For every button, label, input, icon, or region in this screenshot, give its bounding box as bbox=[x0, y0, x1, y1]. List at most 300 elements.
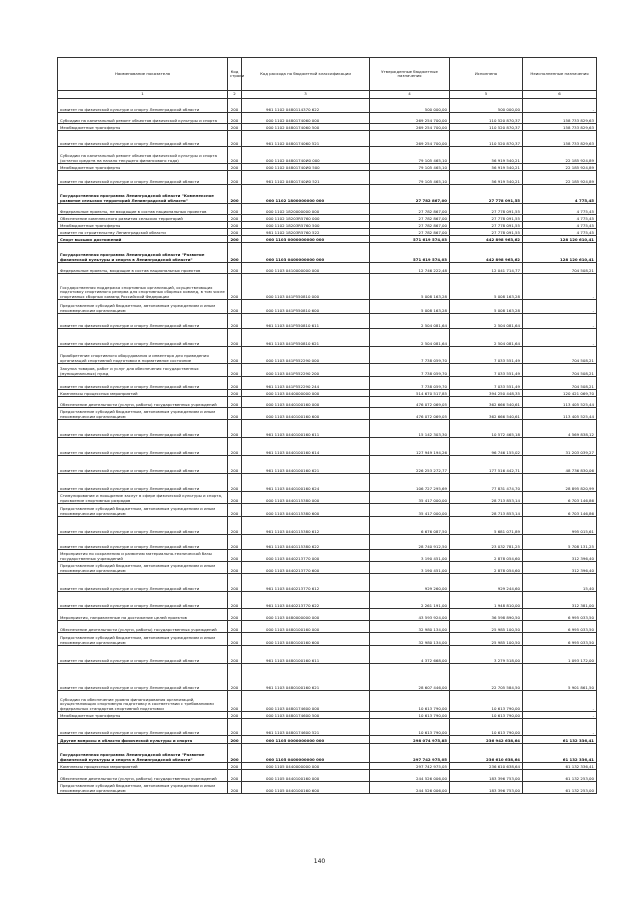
row-unexecuted: 31 203 039,27 bbox=[523, 438, 597, 456]
table-row bbox=[58, 492, 597, 504]
row-line-code: 200 bbox=[228, 770, 242, 782]
row-line-code: 200 bbox=[228, 222, 242, 229]
row-executed: 28 713 853,14 bbox=[450, 492, 523, 504]
row-kbk: 961 1103 0440100160 624 bbox=[242, 474, 370, 492]
table-row bbox=[58, 364, 597, 377]
row-line-code: 200 bbox=[228, 474, 242, 492]
row-executed: 500 000,00 bbox=[450, 99, 523, 113]
row-kbk: 961 1103 0440100160 614 bbox=[242, 438, 370, 456]
row-unexecuted: 704 508,21 bbox=[523, 347, 597, 364]
table-row bbox=[58, 236, 597, 243]
header-row bbox=[58, 58, 597, 91]
row-line-code: 200 bbox=[228, 364, 242, 377]
row-unexecuted: 28 895 820,99 bbox=[523, 474, 597, 492]
row-approved: 79 105 465,10 bbox=[370, 171, 450, 185]
row-unexecuted: 4 775,45 bbox=[523, 185, 597, 204]
row-executed: 929 244,60 bbox=[450, 574, 523, 592]
row-executed: 362 666 540,61 bbox=[450, 408, 523, 420]
table-row bbox=[58, 712, 597, 719]
row-name: комитет по физической культуре и спорту Ленинградской области bbox=[58, 474, 228, 492]
col-number: 4 bbox=[370, 91, 450, 99]
row-kbk: 961 1103 0480100160 611 bbox=[242, 646, 370, 664]
row-unexecuted: - bbox=[523, 712, 597, 719]
row-line-code: 200 bbox=[228, 504, 242, 517]
row-kbk: 000 1102 1820000000 000 bbox=[242, 204, 370, 215]
table-row bbox=[58, 215, 597, 222]
col-number: 2 bbox=[228, 91, 242, 99]
row-name: Обеспечение деятельности (услуги, работы) государственных учреждений bbox=[58, 397, 228, 408]
row-line-code: 200 bbox=[228, 621, 242, 633]
row-unexecuted: 113 405 525,44 bbox=[523, 397, 597, 408]
row-kbk: 961 1102 0480114370 622 bbox=[242, 99, 370, 113]
row-kbk: 000 1105 0440000000 000 bbox=[242, 763, 370, 770]
row-line-code: 200 bbox=[228, 719, 242, 736]
row-line-code: 200 bbox=[228, 633, 242, 646]
row-unexecuted: 6 995 033,50 bbox=[523, 633, 597, 646]
row-kbk: 000 1103 0400000000 000 bbox=[242, 243, 370, 263]
row-kbk: 961 1103 0480100160 621 bbox=[242, 664, 370, 691]
table-row bbox=[58, 147, 597, 164]
row-executed: 27 778 091,55 bbox=[450, 185, 523, 204]
row-name: Закупка товаров, работ и услуг для обеспечения государственных (муниципальных) нужд bbox=[58, 364, 228, 377]
row-executed: 183 396 753,00 bbox=[450, 782, 523, 794]
row-unexecuted: 158 733 829,63 bbox=[523, 113, 597, 124]
row-kbk: 000 1103 0480174600 500 bbox=[242, 712, 370, 719]
row-executed: 362 666 540,61 bbox=[450, 397, 523, 408]
row-name: Межбюджетные трансферты bbox=[58, 164, 228, 171]
row-kbk: 000 1103 0410000000 000 bbox=[242, 263, 370, 274]
row-unexecuted: 128 120 610,41 bbox=[523, 243, 597, 263]
table-row bbox=[58, 300, 597, 314]
row-approved: 35 417 000,00 bbox=[370, 492, 450, 504]
row-approved: 297 742 975,05 bbox=[370, 763, 450, 770]
table-row bbox=[58, 736, 597, 744]
row-kbk: 000 1103 0440100160 600 bbox=[242, 408, 370, 420]
row-kbk: 961 1103 041P550810 611 bbox=[242, 314, 370, 329]
row-unexecuted: 22 185 924,89 bbox=[523, 164, 597, 171]
row-executed: 236 942 638,64 bbox=[450, 736, 523, 744]
table-row bbox=[58, 222, 597, 229]
row-executed: 442 898 963,62 bbox=[450, 236, 523, 243]
row-name: Другие вопросы в области физической культуры и спорта bbox=[58, 736, 228, 744]
row-unexecuted: 61 132 253,00 bbox=[523, 770, 597, 782]
row-unexecuted: 5 901 861,50 bbox=[523, 664, 597, 691]
row-line-code: 200 bbox=[228, 691, 242, 712]
row-executed: 110 520 870,37 bbox=[450, 131, 523, 147]
table-row bbox=[58, 664, 597, 691]
table-row bbox=[58, 243, 597, 263]
row-executed: 77 831 474,70 bbox=[450, 474, 523, 492]
row-name: Межбюджетные трансферты bbox=[58, 124, 228, 131]
table-row bbox=[58, 719, 597, 736]
row-executed: 27 778 091,55 bbox=[450, 222, 523, 229]
col-number: 6 bbox=[523, 91, 597, 99]
row-line-code: 200 bbox=[228, 113, 242, 124]
row-executed: 442 898 963,62 bbox=[450, 243, 523, 263]
row-unexecuted: 15,40 bbox=[523, 574, 597, 592]
row-unexecuted: - bbox=[523, 719, 597, 736]
row-name: Комплексы процессных мероприятий bbox=[58, 390, 228, 397]
col-header-name: Наименование показателя bbox=[58, 58, 228, 91]
row-name: комитет по физической культуре и спорту Ленинградской области bbox=[58, 574, 228, 592]
row-executed: 27 778 091,55 bbox=[450, 204, 523, 215]
row-unexecuted: 5 708 131,25 bbox=[523, 535, 597, 550]
row-unexecuted: 6 703 146,86 bbox=[523, 504, 597, 517]
row-kbk: 961 1103 0440115380 622 bbox=[242, 535, 370, 550]
row-line-code: 200 bbox=[228, 329, 242, 347]
row-unexecuted: 4 775,45 bbox=[523, 215, 597, 222]
row-line-code: 200 bbox=[228, 164, 242, 171]
row-name: комитет по физической культуре и спорту Ленинградской области bbox=[58, 329, 228, 347]
row-name: Предоставление субсидий бюджетным, автономным учреждениям и иным некоммерческим организациям bbox=[58, 408, 228, 420]
table-row bbox=[58, 113, 597, 124]
row-name: комитет по физической культуре и спорту Ленинградской области bbox=[58, 314, 228, 329]
table-row bbox=[58, 390, 597, 397]
row-executed: 7 033 551,49 bbox=[450, 347, 523, 364]
row-approved: 2 504 081,64 bbox=[370, 314, 450, 329]
row-line-code: 200 bbox=[228, 574, 242, 592]
row-name: Предоставление субсидий бюджетным, автономным учреждениям и иным некоммерческим организациям bbox=[58, 633, 228, 646]
row-approved: 27 782 867,00 bbox=[370, 204, 450, 215]
col-number: 3 bbox=[242, 91, 370, 99]
table-row bbox=[58, 204, 597, 215]
row-unexecuted: 4 569 838,12 bbox=[523, 420, 597, 438]
row-unexecuted: 312 381,00 bbox=[523, 592, 597, 609]
row-unexecuted: - bbox=[523, 691, 597, 712]
row-line-code: 200 bbox=[228, 185, 242, 204]
row-approved: 5 008 163,28 bbox=[370, 300, 450, 314]
row-approved: 514 670 517,85 bbox=[370, 390, 450, 397]
row-kbk: 000 1103 0440115380 000 bbox=[242, 492, 370, 504]
row-approved: 5 008 163,28 bbox=[370, 274, 450, 300]
row-line-code: 200 bbox=[228, 274, 242, 300]
row-approved: 27 782 867,00 bbox=[370, 185, 450, 204]
row-line-code: 200 bbox=[228, 646, 242, 664]
row-name: Обеспечение комплексного развития сельских территорий bbox=[58, 215, 228, 222]
row-name: комитет по физической культуре и спорту Ленинградской области bbox=[58, 171, 228, 185]
row-name: Мероприятия, направленные на достижение целей проектов bbox=[58, 609, 228, 621]
table-row bbox=[58, 274, 597, 300]
row-name: Предоставление субсидий бюджетным, автономным учреждениям и иным некоммерческим организациям bbox=[58, 300, 228, 314]
row-line-code: 200 bbox=[228, 420, 242, 438]
row-unexecuted: 158 733 829,63 bbox=[523, 131, 597, 147]
row-unexecuted: 6 995 033,50 bbox=[523, 621, 597, 633]
row-approved: 12 746 222,48 bbox=[370, 263, 450, 274]
row-line-code: 200 bbox=[228, 744, 242, 763]
row-approved: 35 417 000,00 bbox=[370, 504, 450, 517]
row-unexecuted: 61 132 253,00 bbox=[523, 782, 597, 794]
row-name: Государственная поддержка спортивных организаций, осуществляющих подготовку спортивного резерва для спортивных сборных команд, в том числе спортивных сборных команд Российской Федерации bbox=[58, 274, 228, 300]
table-row bbox=[58, 574, 597, 592]
table-row bbox=[58, 185, 597, 204]
row-executed: 56 919 540,21 bbox=[450, 147, 523, 164]
row-kbk: 981 1102 18203R5760 522 bbox=[242, 229, 370, 236]
row-line-code: 200 bbox=[228, 263, 242, 274]
row-line-code: 200 bbox=[228, 550, 242, 562]
row-kbk: 000 1103 0440213770 000 bbox=[242, 550, 370, 562]
table-row bbox=[58, 124, 597, 131]
row-approved: 28 607 446,00 bbox=[370, 664, 450, 691]
row-kbk: 961 1102 0480174060 521 bbox=[242, 131, 370, 147]
row-executed: 110 520 870,37 bbox=[450, 113, 523, 124]
col-header-executed: Исполнено bbox=[450, 58, 523, 91]
row-kbk: 000 1102 0480174060 500 bbox=[242, 124, 370, 131]
row-line-code: 200 bbox=[228, 712, 242, 719]
row-executed: 5 681 071,89 bbox=[450, 517, 523, 535]
row-kbk: 000 1103 0480100160 600 bbox=[242, 633, 370, 646]
row-name: комитет по физической культуре и спорту Ленинградской области bbox=[58, 535, 228, 550]
table-row bbox=[58, 770, 597, 782]
budget-execution-table bbox=[57, 57, 597, 794]
row-name: комитет по физической культуре и спорту Ленинградской области bbox=[58, 377, 228, 390]
row-kbk: 961 1103 0440115380 612 bbox=[242, 517, 370, 535]
budget-page bbox=[57, 57, 596, 794]
table-row bbox=[58, 229, 597, 236]
row-executed: 394 250 448,35 bbox=[450, 390, 523, 397]
row-name: Обеспечение деятельности (услуги, работы) государственных учреждений bbox=[58, 770, 228, 782]
table-row bbox=[58, 438, 597, 456]
row-unexecuted: - bbox=[523, 300, 597, 314]
table-row bbox=[58, 377, 597, 390]
row-line-code: 200 bbox=[228, 763, 242, 770]
row-executed: 236 610 638,64 bbox=[450, 763, 523, 770]
table-row bbox=[58, 263, 597, 274]
table-row bbox=[58, 562, 597, 574]
row-line-code: 200 bbox=[228, 397, 242, 408]
row-line-code: 200 bbox=[228, 124, 242, 131]
row-unexecuted: 158 733 829,63 bbox=[523, 124, 597, 131]
col-number: 5 bbox=[450, 91, 523, 99]
row-line-code: 200 bbox=[228, 438, 242, 456]
row-kbk: 000 1103 0480174600 000 bbox=[242, 691, 370, 712]
row-approved: 10 613 790,00 bbox=[370, 719, 450, 736]
table-row bbox=[58, 763, 597, 770]
row-line-code: 200 bbox=[228, 171, 242, 185]
table-row bbox=[58, 535, 597, 550]
row-unexecuted: 113 405 525,44 bbox=[523, 408, 597, 420]
row-unexecuted: 995 015,61 bbox=[523, 517, 597, 535]
row-approved: 79 105 465,10 bbox=[370, 147, 450, 164]
row-name: Федеральные проекты, не входящие в состав национальных проектов bbox=[58, 204, 228, 215]
row-line-code: 200 bbox=[228, 609, 242, 621]
row-kbk: 000 1103 041P550810 000 bbox=[242, 274, 370, 300]
row-name: комитет по физической культуре и спорту Ленинградской области bbox=[58, 420, 228, 438]
row-kbk: 000 1102 0480174060 000 bbox=[242, 113, 370, 124]
row-executed: 12 041 714,77 bbox=[450, 263, 523, 274]
row-unexecuted: 4 775,45 bbox=[523, 204, 597, 215]
row-line-code: 200 bbox=[228, 736, 242, 744]
row-unexecuted: 312 396,40 bbox=[523, 562, 597, 574]
row-unexecuted: 704 508,21 bbox=[523, 364, 597, 377]
row-executed: 7 033 551,49 bbox=[450, 364, 523, 377]
row-unexecuted: 61 132 336,41 bbox=[523, 736, 597, 744]
row-executed: 27 778 091,55 bbox=[450, 215, 523, 222]
row-executed: 177 516 442,71 bbox=[450, 456, 523, 474]
row-unexecuted: 48 736 830,06 bbox=[523, 456, 597, 474]
row-approved: 244 526 006,00 bbox=[370, 782, 450, 794]
row-kbk: 000 1103 0440115380 600 bbox=[242, 504, 370, 517]
row-approved: 476 072 069,05 bbox=[370, 408, 450, 420]
row-executed: 27 778 091,55 bbox=[450, 229, 523, 236]
row-name: Субсидии на капитальный ремонт объектов физической культуры и спорта (остатки средств на начало текущего финансового года) bbox=[58, 147, 228, 164]
table-row bbox=[58, 408, 597, 420]
row-kbk: 000 1103 0480000000 000 bbox=[242, 609, 370, 621]
row-unexecuted: 22 185 924,89 bbox=[523, 171, 597, 185]
row-approved: 106 727 295,69 bbox=[370, 474, 450, 492]
row-line-code: 200 bbox=[228, 215, 242, 222]
row-unexecuted: - bbox=[523, 329, 597, 347]
row-name: Спорт высших достижений bbox=[58, 236, 228, 243]
row-kbk: 000 1103 041P552290 000 bbox=[242, 347, 370, 364]
row-approved: 27 782 867,00 bbox=[370, 222, 450, 229]
row-kbk: 961 1103 041P552290 244 bbox=[242, 377, 370, 390]
row-approved: 10 613 790,00 bbox=[370, 691, 450, 712]
row-unexecuted: 120 421 069,70 bbox=[523, 390, 597, 397]
row-name: Государственная программа Ленинградской области "Комплексное развитие сельских территорий Ленинградской области" bbox=[58, 185, 228, 204]
row-unexecuted: 22 185 924,89 bbox=[523, 147, 597, 164]
row-unexecuted: - bbox=[523, 314, 597, 329]
row-kbk: 000 1103 041P552290 200 bbox=[242, 364, 370, 377]
row-approved: 297 742 975,05 bbox=[370, 744, 450, 763]
row-line-code: 200 bbox=[228, 562, 242, 574]
row-approved: 127 949 194,26 bbox=[370, 438, 450, 456]
row-line-code: 200 bbox=[228, 456, 242, 474]
row-line-code: 200 bbox=[228, 229, 242, 236]
row-name: Государственная программа Ленинградской области "Развитие физической культуры и спорта в Ленинградской области" bbox=[58, 744, 228, 763]
row-line-code: 200 bbox=[228, 782, 242, 794]
table-row bbox=[58, 646, 597, 664]
table-row bbox=[58, 131, 597, 147]
row-name: Комплексы процессных мероприятий bbox=[58, 763, 228, 770]
row-name: комитет по физической культуре и спорту Ленинградской области bbox=[58, 664, 228, 691]
table-row bbox=[58, 329, 597, 347]
row-approved: 571 619 574,03 bbox=[370, 243, 450, 263]
col-header-unexecuted: Неисполненные назначения bbox=[523, 58, 597, 91]
row-name: Обеспечение деятельности (услуги, работы) государственных учреждений bbox=[58, 621, 228, 633]
row-approved: 571 619 574,03 bbox=[370, 236, 450, 243]
row-name: Приобретение спортивного оборудования и инвентаря для приведения организаций спортивной подготовки в нормативное состояние bbox=[58, 347, 228, 364]
row-unexecuted: 6 703 146,86 bbox=[523, 492, 597, 504]
row-unexecuted: 4 775,45 bbox=[523, 229, 597, 236]
row-line-code: 200 bbox=[228, 236, 242, 243]
row-line-code: 200 bbox=[228, 492, 242, 504]
row-line-code: 200 bbox=[228, 131, 242, 147]
row-kbk: 000 1102 18203R5760 500 bbox=[242, 222, 370, 229]
row-unexecuted: 704 508,21 bbox=[523, 377, 597, 390]
row-approved: 28 740 912,50 bbox=[370, 535, 450, 550]
row-approved: 3 190 451,00 bbox=[370, 550, 450, 562]
row-executed: 2 878 054,60 bbox=[450, 550, 523, 562]
row-kbk: 000 1103 0440100160 000 bbox=[242, 397, 370, 408]
table-row bbox=[58, 609, 597, 621]
table-row bbox=[58, 691, 597, 712]
row-kbk: 961 1103 0440100160 621 bbox=[242, 456, 370, 474]
table-row bbox=[58, 164, 597, 171]
page-number: 140 bbox=[313, 858, 326, 865]
table-row bbox=[58, 621, 597, 633]
row-approved: 10 613 790,00 bbox=[370, 712, 450, 719]
row-approved: 27 782 867,00 bbox=[370, 229, 450, 236]
row-approved: 4 372 668,00 bbox=[370, 646, 450, 664]
row-line-code: 200 bbox=[228, 300, 242, 314]
table-row bbox=[58, 782, 597, 794]
row-kbk: 961 1103 0440213770 612 bbox=[242, 574, 370, 592]
col-header-approved: Утвержденные бюджетные назначения bbox=[370, 58, 450, 91]
row-line-code: 200 bbox=[228, 664, 242, 691]
row-approved: 7 738 059,70 bbox=[370, 377, 450, 390]
row-kbk: 000 1102 1800000000 000 bbox=[242, 185, 370, 204]
row-approved: 269 254 700,00 bbox=[370, 131, 450, 147]
row-approved: 27 782 867,00 bbox=[370, 215, 450, 222]
row-name: комитет по физической культуре и спорту Ленинградской области bbox=[58, 719, 228, 736]
row-approved: 269 254 700,00 bbox=[370, 113, 450, 124]
table-row bbox=[58, 314, 597, 329]
row-approved: 2 261 191,00 bbox=[370, 592, 450, 609]
row-name: Стимулирование и поощрение заслуг в сфере физической культуры и спорта, присвоение спортивных разрядов bbox=[58, 492, 228, 504]
row-name: Субсидии на капитальный ремонт объектов физической культуры и спорта bbox=[58, 113, 228, 124]
row-executed: 23 032 781,25 bbox=[450, 535, 523, 550]
row-name: комитет по физической культуре и спорту Ленинградской области bbox=[58, 131, 228, 147]
row-executed: 56 919 540,21 bbox=[450, 164, 523, 171]
row-name: Государственная программа Ленинградской области "Развитие физической культуры и спорта в Ленинградской области" bbox=[58, 243, 228, 263]
row-approved: 79 105 465,10 bbox=[370, 164, 450, 171]
row-approved: 2 504 081,64 bbox=[370, 329, 450, 347]
row-name: комитет по физической культуре и спорту Ленинградской области bbox=[58, 517, 228, 535]
row-executed: 25 985 100,50 bbox=[450, 633, 523, 646]
row-kbk: 000 1105 0000000000 000 bbox=[242, 736, 370, 744]
row-kbk: 000 1103 0440213770 600 bbox=[242, 562, 370, 574]
row-executed: 5 008 163,28 bbox=[450, 274, 523, 300]
row-kbk: 000 1102 04801740И0 500 bbox=[242, 164, 370, 171]
table-row bbox=[58, 397, 597, 408]
row-approved: 476 072 069,05 bbox=[370, 397, 450, 408]
row-kbk: 000 1103 0440000000 000 bbox=[242, 390, 370, 397]
row-line-code: 200 bbox=[228, 314, 242, 329]
row-approved: 269 254 700,00 bbox=[370, 124, 450, 131]
row-executed: 1 948 810,00 bbox=[450, 592, 523, 609]
row-executed: 183 396 753,00 bbox=[450, 770, 523, 782]
row-unexecuted: 312 396,40 bbox=[523, 550, 597, 562]
row-unexecuted: 1 093 172,00 bbox=[523, 646, 597, 664]
row-executed: 3 279 518,00 bbox=[450, 646, 523, 664]
row-name: комитет по строительству Ленинградской области bbox=[58, 229, 228, 236]
table-row bbox=[58, 347, 597, 364]
row-kbk: 000 1103 0000000000 000 bbox=[242, 236, 370, 243]
row-unexecuted: 61 132 336,41 bbox=[523, 744, 597, 763]
row-approved: 7 738 059,70 bbox=[370, 364, 450, 377]
row-name: Мероприятия по сохранению и развитию материально-технической базы государственных учреждений bbox=[58, 550, 228, 562]
row-name: Межбюджетные трансферты bbox=[58, 712, 228, 719]
row-executed: 10 572 465,18 bbox=[450, 420, 523, 438]
row-name: Межбюджетные трансферты bbox=[58, 222, 228, 229]
row-executed: 110 520 870,37 bbox=[450, 124, 523, 131]
row-name: Предоставление субсидий бюджетным, автономным учреждениям и иным некоммерческим организациям bbox=[58, 562, 228, 574]
row-approved: 15 142 303,30 bbox=[370, 420, 450, 438]
row-executed: 236 610 638,64 bbox=[450, 744, 523, 763]
table-row bbox=[58, 99, 597, 113]
row-line-code: 200 bbox=[228, 535, 242, 550]
row-unexecuted: 128 120 610,41 bbox=[523, 236, 597, 243]
row-line-code: 200 bbox=[228, 517, 242, 535]
row-kbk: 961 1103 041P550810 621 bbox=[242, 329, 370, 347]
col-header-line-code: Код строки bbox=[228, 58, 242, 91]
col-number: 1 bbox=[58, 91, 228, 99]
row-executed: 96 746 155,02 bbox=[450, 438, 523, 456]
row-line-code: 200 bbox=[228, 408, 242, 420]
row-executed: 10 613 790,00 bbox=[450, 712, 523, 719]
row-approved: 244 526 006,00 bbox=[370, 770, 450, 782]
table-row bbox=[58, 633, 597, 646]
